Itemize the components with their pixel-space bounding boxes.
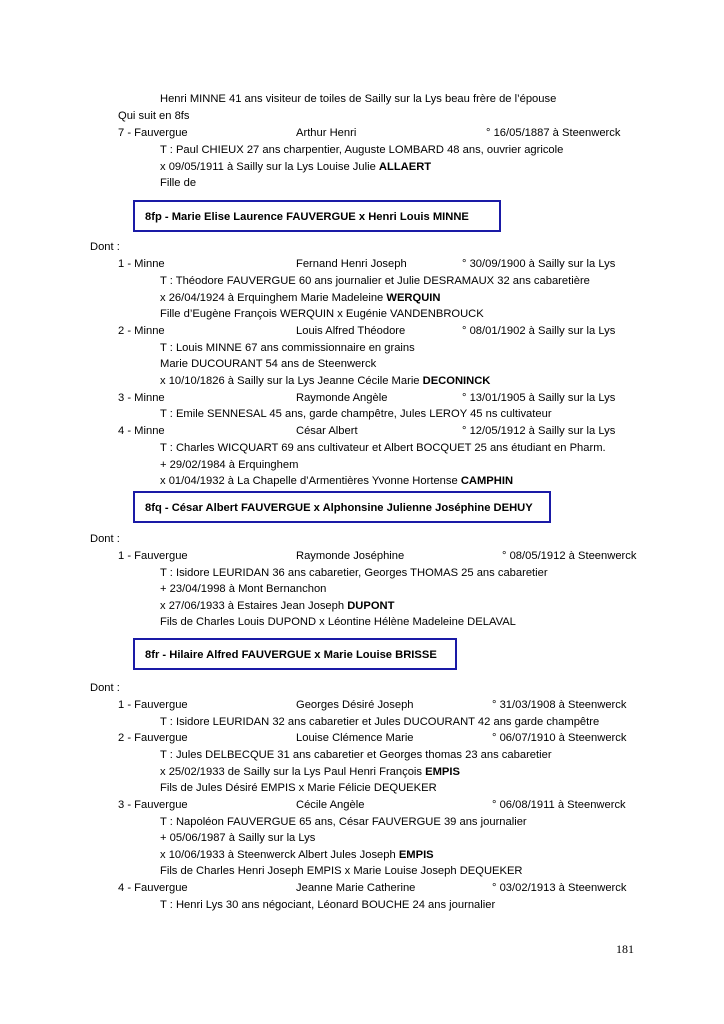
entry-birth: ° 03/02/1913 à Steenwerck	[492, 882, 627, 894]
entry-birth: ° 08/01/1902 à Sailly sur la Lys	[462, 325, 616, 337]
entry-birth: ° 12/05/1912 à Sailly sur la Lys	[462, 425, 616, 437]
entry-number: 7 - Fauvergue	[118, 127, 188, 139]
entry-birth: ° 30/09/1900 à Sailly sur la Lys	[462, 258, 616, 270]
entry-name: Arthur Henri	[296, 127, 357, 139]
entry-number: 3 - Fauvergue	[118, 799, 188, 811]
text-line: + 05/06/1987 à Sailly sur la Lys	[160, 832, 316, 844]
text-line: Henri MINNE 41 ans visiteur de toiles de Sailly sur la Lys beau frère de l’épouse	[160, 93, 557, 105]
entry-name: Louise Clémence Marie	[296, 732, 414, 744]
entry-name: Raymonde Angèle	[296, 392, 388, 404]
text-line: T : Emile SENNESAL 45 ans, garde champêtre, Jules LEROY 45 ns cultivateur	[160, 408, 552, 420]
entry-number: 1 - Fauvergue	[118, 699, 188, 711]
text-line: x 09/05/1911 à Sailly sur la Lys Louise Julie ALLAERT	[160, 161, 432, 173]
entry-number: 3 - Minne	[118, 392, 165, 404]
text-line: T : Théodore FAUVERGUE 60 ans journalier et Julie DESRAMAUX 32 ans cabaretière	[160, 275, 590, 287]
text-line: T : Isidore LEURIDAN 36 ans cabaretier, Georges THOMAS 25 ans cabaretier	[160, 567, 548, 579]
text-line: T : Jules DELBECQUE 31 ans cabaretier et Georges thomas 23 ans cabaretier	[160, 749, 552, 761]
text-line: x 25/02/1933 de Sailly sur la Lys Paul Henri François EMPIS	[160, 766, 460, 778]
entry-name: Jeanne Marie Catherine	[296, 882, 416, 894]
dont-label: Dont :	[90, 241, 120, 253]
text-line: + 23/04/1998 à Mont Bernanchon	[160, 583, 327, 595]
entry-number: 4 - Minne	[118, 425, 165, 437]
text-line: Fils de Charles Louis DUPOND x Léontine Hélène Madeleine DELAVAL	[160, 616, 516, 628]
text-line: Fils de Jules Désiré EMPIS x Marie Félicie DEQUEKER	[160, 782, 437, 794]
entry-birth: ° 06/07/1910 à Steenwerck	[492, 732, 627, 744]
entry-number: 1 - Minne	[118, 258, 165, 270]
text-line: T : Charles WICQUART 69 ans cultivateur et Albert BOCQUET 25 ans étudiant en Pharm.	[160, 442, 606, 454]
entry-name: Raymonde Joséphine	[296, 550, 405, 562]
page-number: 181	[616, 942, 634, 956]
entry-birth: ° 31/03/1908 à Steenwerck	[492, 699, 627, 711]
text-line: x 10/10/1826 à Sailly sur la Lys Jeanne Cécile Marie DECONINCK	[160, 375, 491, 387]
text-line: Fille d’Eugène François WERQUIN x Eugénie VANDENBROUCK	[160, 308, 484, 320]
entry-name: Louis Alfred Théodore	[296, 325, 406, 337]
entry-birth: ° 13/01/1905 à Sailly sur la Lys	[462, 392, 616, 404]
entry-number: 2 - Minne	[118, 325, 165, 337]
entry-name: Cécile Angèle	[296, 799, 365, 811]
section-title-box: 8fp - Marie Elise Laurence FAUVERGUE x Henri Louis MINNE	[133, 200, 501, 232]
entry-number: 2 - Fauvergue	[118, 732, 188, 744]
dont-label: Dont :	[90, 682, 120, 694]
text-line: T : Henri Lys 30 ans négociant, Léonard BOUCHE 24 ans journalier	[160, 899, 496, 911]
entry-birth: ° 08/05/1912 à Steenwerck	[502, 550, 637, 562]
entry-birth: ° 06/08/1911 à Steenwerck	[492, 799, 626, 811]
entry-name: Fernand Henri Joseph	[296, 258, 407, 270]
entry-name: Georges Désiré Joseph	[296, 699, 414, 711]
text-line: + 29/02/1984 à Erquinghem	[160, 459, 299, 471]
entry-number: 1 - Fauvergue	[118, 550, 188, 562]
entry-birth: ° 16/05/1887 à Steenwerck	[486, 127, 621, 139]
text-line: T : Isidore LEURIDAN 32 ans cabaretier et Jules DUCOURANT 42 ans garde champêtre	[160, 716, 600, 728]
text-line: Marie DUCOURANT 54 ans de Steenwerck	[160, 358, 377, 370]
dont-label: Dont :	[90, 533, 120, 545]
text-line: T : Napoléon FAUVERGUE 65 ans, César FAUVERGUE 39 ans journalier	[160, 816, 527, 828]
text-line: Fils de Charles Henri Joseph EMPIS x Marie Louise Joseph DEQUEKER	[160, 865, 523, 877]
text-line: T : Louis MINNE 67 ans commissionnaire en grains	[160, 342, 415, 354]
text-line: x 10/06/1933 à Steenwerck Albert Jules Joseph EMPIS	[160, 849, 434, 861]
text-line: x 01/04/1932 à La Chapelle d’Armentières Yvonne Hortense CAMPHIN	[160, 475, 514, 487]
text-line: Fille de	[160, 177, 197, 189]
text-line: x 26/04/1924 à Erquinghem Marie Madeleine WERQUIN	[160, 292, 441, 304]
text-line: Qui suit en 8fs	[118, 110, 190, 122]
section-title-box: 8fq - César Albert FAUVERGUE x Alphonsine Julienne Joséphine DEHUY	[133, 491, 551, 523]
entry-name: César Albert	[296, 425, 358, 437]
section-title-box: 8fr - Hilaire Alfred FAUVERGUE x Marie Louise BRISSE	[133, 638, 457, 670]
entry-number: 4 - Fauvergue	[118, 882, 188, 894]
text-line: T : Paul CHIEUX 27 ans charpentier, Auguste LOMBARD 48 ans, ouvrier agricole	[160, 144, 564, 156]
text-line: x 27/06/1933 à Estaires Jean Joseph DUPONT	[160, 600, 395, 612]
